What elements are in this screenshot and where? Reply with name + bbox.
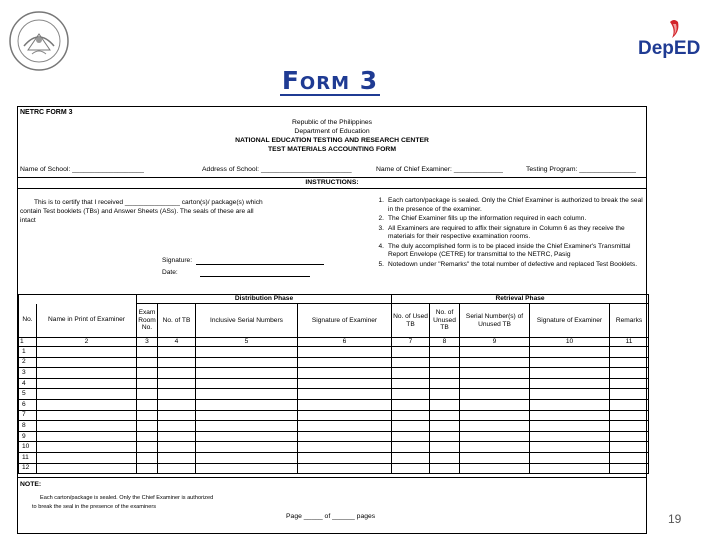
table-cell[interactable] — [610, 389, 649, 400]
table-row — [19, 452, 649, 463]
certify-line: intact — [20, 216, 36, 224]
table-cell[interactable] — [430, 389, 460, 400]
table-cell[interactable] — [158, 357, 196, 368]
table-cell[interactable] — [610, 347, 649, 358]
deped-seal-logo — [8, 10, 70, 72]
column-number: 10 — [530, 338, 610, 347]
certification-text — [20, 199, 310, 226]
table-cell[interactable] — [298, 347, 392, 358]
table-cell[interactable] — [392, 431, 430, 442]
table-cell[interactable] — [37, 368, 137, 379]
table-cell[interactable] — [430, 378, 460, 389]
column-number: 3 — [137, 338, 158, 347]
table-cell[interactable] — [610, 421, 649, 432]
table-cell[interactable] — [158, 421, 196, 432]
instruction-item: 5. Notedown under "Remarks" the total number of defective and replaced Test Booklets. — [378, 260, 638, 268]
row-number: 9 — [19, 431, 37, 442]
table-cell[interactable] — [37, 399, 137, 410]
header-netrc: NATIONAL EDUCATION TESTING AND RESEARCH CENTER — [235, 137, 429, 144]
instructions-list — [374, 197, 646, 271]
table-cell[interactable] — [610, 378, 649, 389]
table-cell[interactable] — [196, 452, 298, 463]
table-cell[interactable] — [137, 421, 158, 432]
table-cell[interactable] — [530, 410, 610, 421]
table-cell[interactable] — [196, 410, 298, 421]
deped-logo — [636, 18, 722, 62]
table-cell[interactable] — [430, 410, 460, 421]
table-row — [19, 347, 649, 358]
slide-title: Form 3 — [281, 66, 379, 95]
table-cell[interactable] — [392, 378, 430, 389]
table-cell[interactable] — [37, 421, 137, 432]
table-cell[interactable] — [610, 399, 649, 410]
table-cell[interactable] — [610, 463, 649, 474]
column-number: 11 — [610, 338, 649, 347]
table-cell[interactable] — [530, 431, 610, 442]
column-number: 1 — [19, 338, 37, 347]
table-cell[interactable] — [530, 452, 610, 463]
form-id: NETRC FORM 3 — [20, 109, 73, 116]
table-body — [19, 347, 649, 474]
table-cell[interactable] — [196, 368, 298, 379]
table-cell[interactable] — [610, 368, 649, 379]
table-cell[interactable] — [392, 421, 430, 432]
column-number-row — [19, 338, 649, 347]
signature-line[interactable]: Signature: — [162, 257, 324, 265]
row-number: 11 — [19, 452, 37, 463]
table-cell[interactable] — [196, 431, 298, 442]
table-row — [19, 421, 649, 432]
table-cell[interactable] — [610, 357, 649, 368]
table-row — [19, 463, 649, 474]
table-cell[interactable] — [137, 347, 158, 358]
row-number: 7 — [19, 410, 37, 421]
table-cell[interactable] — [430, 442, 460, 453]
column-header: No. of TB — [158, 304, 196, 338]
table-row — [19, 431, 649, 442]
table-cell[interactable] — [298, 368, 392, 379]
testing-program-field[interactable]: Testing Program: _______________ — [526, 166, 636, 173]
table-cell[interactable] — [530, 347, 610, 358]
table-cell[interactable] — [530, 442, 610, 453]
table-cell[interactable] — [610, 410, 649, 421]
column-header: Exam Room No. — [137, 304, 158, 338]
table-cell[interactable] — [137, 399, 158, 410]
table-row — [19, 389, 649, 400]
table-cell[interactable] — [137, 463, 158, 474]
table-cell[interactable] — [392, 442, 430, 453]
table-cell[interactable] — [298, 463, 392, 474]
table-cell[interactable] — [196, 389, 298, 400]
row-number: 1 — [19, 347, 37, 358]
table-row — [19, 378, 649, 389]
instruction-item: 2. The Chief Examiner fills up the information required in each column. — [378, 215, 587, 223]
table-cell[interactable] — [298, 389, 392, 400]
table-cell[interactable] — [37, 442, 137, 453]
table-cell[interactable] — [530, 463, 610, 474]
table-cell[interactable] — [460, 463, 530, 474]
table-cell[interactable] — [298, 442, 392, 453]
table-cell[interactable] — [530, 399, 610, 410]
instructions-title: INSTRUCTIONS: — [305, 179, 359, 186]
table-cell[interactable] — [430, 347, 460, 358]
deped-torch-icon — [636, 18, 722, 62]
column-header: No. — [19, 304, 37, 338]
netrc-form — [17, 106, 647, 534]
instruction-item: 3. All Examiners are required to affix their signature in Column 6 as they receive the materials for their respective examination rooms. — [378, 224, 625, 241]
table-cell[interactable] — [158, 368, 196, 379]
table-cell[interactable] — [610, 442, 649, 453]
table-row — [19, 442, 649, 453]
address-field[interactable]: Address of School: ________________________ — [202, 166, 352, 173]
column-header: Serial Number(s) of Unused TB — [460, 304, 530, 338]
table-cell[interactable] — [37, 410, 137, 421]
column-header: Signature of Examiner — [298, 304, 392, 338]
table-cell[interactable] — [460, 431, 530, 442]
table-cell[interactable] — [158, 389, 196, 400]
table-cell[interactable] — [196, 421, 298, 432]
table-cell[interactable] — [298, 357, 392, 368]
table-cell[interactable] — [196, 399, 298, 410]
table-cell[interactable] — [196, 347, 298, 358]
divider — [18, 177, 646, 178]
column-header: Signature of Examiner — [530, 304, 610, 338]
table-cell[interactable] — [37, 431, 137, 442]
table-cell[interactable] — [137, 378, 158, 389]
row-number: 4 — [19, 378, 37, 389]
table-cell[interactable] — [392, 410, 430, 421]
note-text: Each carton/package is sealed. Only the Chief Examiner is authorized to break the seal in the presence of the examiners — [32, 495, 214, 510]
header-department: Department of Education — [294, 128, 370, 135]
deped-logo-text: DepED — [638, 38, 701, 59]
column-number: 2 — [37, 338, 137, 347]
table-cell[interactable] — [460, 378, 530, 389]
column-number: 6 — [298, 338, 392, 347]
table-cell[interactable] — [137, 431, 158, 442]
header-republic: Republic of the Philippines — [291, 119, 373, 126]
table-cell[interactable] — [298, 452, 392, 463]
instruction-item: 1. Each carton/package is sealed. Only the Chief Examiner is authorized to break the seal in the presence of the examiner. — [378, 197, 643, 213]
table-cell[interactable] — [460, 410, 530, 421]
table-cell[interactable] — [298, 399, 392, 410]
column-number: 9 — [460, 338, 530, 347]
table-cell[interactable] — [530, 368, 610, 379]
row-number: 12 — [19, 463, 37, 474]
instruction-item: 4. The duly accomplished form is to be placed inside the Chief Examiner's Transmittal Report Envelope (CETRE) for transmittal to the NETRC, Pasig — [378, 242, 631, 259]
table-cell[interactable] — [196, 442, 298, 453]
table-cell[interactable] — [460, 357, 530, 368]
row-number: 2 — [19, 357, 37, 368]
column-header: Remarks — [610, 304, 649, 338]
divider — [18, 477, 646, 478]
table-cell[interactable] — [430, 463, 460, 474]
table-cell[interactable] — [430, 357, 460, 368]
table-cell[interactable] — [530, 421, 610, 432]
table-cell[interactable] — [460, 442, 530, 453]
table-cell[interactable] — [460, 421, 530, 432]
table-cell[interactable] — [430, 368, 460, 379]
column-header: Inclusive Serial Numbers — [196, 304, 298, 338]
table-cell[interactable] — [430, 452, 460, 463]
table-cell[interactable] — [460, 389, 530, 400]
table-cell[interactable] — [392, 347, 430, 358]
table-row — [19, 399, 649, 410]
school-field[interactable]: Name of School: ___________________ — [20, 166, 144, 173]
table-cell[interactable] — [460, 368, 530, 379]
column-number: 7 — [392, 338, 430, 347]
column-number: 5 — [196, 338, 298, 347]
slide-number: 19 — [668, 512, 682, 526]
table-cell[interactable] — [392, 452, 430, 463]
table-cell[interactable] — [137, 442, 158, 453]
table-cell[interactable] — [158, 347, 196, 358]
date-line[interactable]: Date: — [162, 269, 310, 277]
table-cell[interactable] — [392, 389, 430, 400]
accounting-table — [18, 294, 649, 474]
table-cell[interactable] — [158, 431, 196, 442]
table-cell[interactable] — [392, 399, 430, 410]
table-cell[interactable] — [158, 378, 196, 389]
row-number: 5 — [19, 389, 37, 400]
table-cell[interactable] — [37, 452, 137, 463]
table-cell[interactable] — [298, 410, 392, 421]
row-number: 10 — [19, 442, 37, 453]
table-cell[interactable] — [460, 399, 530, 410]
table-cell[interactable] — [298, 421, 392, 432]
column-number: 4 — [158, 338, 196, 347]
column-header: No. of Used TB — [392, 304, 430, 338]
table-cell[interactable] — [158, 442, 196, 453]
distribution-phase-header: Distribution Phase — [137, 295, 392, 304]
table-cell[interactable] — [137, 452, 158, 463]
table-row — [19, 368, 649, 379]
table-cell[interactable] — [137, 410, 158, 421]
table-cell[interactable] — [137, 368, 158, 379]
table-cell[interactable] — [158, 399, 196, 410]
table-cell[interactable] — [37, 357, 137, 368]
row-number: 3 — [19, 368, 37, 379]
table-cell[interactable] — [430, 399, 460, 410]
table-cell[interactable] — [298, 378, 392, 389]
table-cell[interactable] — [460, 452, 530, 463]
table-cell[interactable] — [460, 347, 530, 358]
table-cell[interactable] — [392, 368, 430, 379]
table-cell[interactable] — [298, 431, 392, 442]
note-label: NOTE: — [20, 481, 42, 488]
retrieval-phase-header: Retrieval Phase — [392, 295, 649, 304]
certify-line: This is to certify that I received _______________ carton(s)/ package(s) which — [34, 199, 263, 206]
table-cell[interactable] — [610, 431, 649, 442]
page-count: Page _____ of ______ pages — [286, 513, 376, 520]
table-row — [19, 357, 649, 368]
table-cell[interactable] — [530, 389, 610, 400]
table-cell[interactable] — [37, 389, 137, 400]
row-number: 8 — [19, 421, 37, 432]
table-cell[interactable] — [430, 431, 460, 442]
table-cell[interactable] — [196, 463, 298, 474]
table-cell[interactable] — [37, 347, 137, 358]
table-cell[interactable] — [392, 357, 430, 368]
table-cell[interactable] — [137, 357, 158, 368]
table-cell[interactable] — [196, 378, 298, 389]
column-header: Name in Print of Examiner — [37, 304, 137, 338]
table-cell[interactable] — [158, 452, 196, 463]
divider — [18, 188, 646, 189]
chief-examiner-field[interactable]: Name of Chief Examiner: _____________ — [376, 166, 503, 173]
table-cell[interactable] — [37, 463, 137, 474]
row-number: 6 — [19, 399, 37, 410]
table-cell[interactable] — [37, 378, 137, 389]
table-cell[interactable] — [392, 463, 430, 474]
table-cell[interactable] — [430, 421, 460, 432]
column-header: No. of Unused TB — [430, 304, 460, 338]
column-number: 8 — [430, 338, 460, 347]
header-form-name: TEST MATERIALS ACCOUNTING FORM — [268, 146, 396, 153]
table-cell[interactable] — [158, 463, 196, 474]
table-cell[interactable] — [530, 378, 610, 389]
table-cell[interactable] — [530, 357, 610, 368]
table-cell[interactable] — [196, 357, 298, 368]
table-cell[interactable] — [137, 389, 158, 400]
table-row — [19, 410, 649, 421]
table-cell[interactable] — [158, 410, 196, 421]
table-cell[interactable] — [610, 452, 649, 463]
certify-line: contain Test booklets (TBs) and Answer Sheets (ASs). The seals of these are all — [20, 207, 254, 215]
